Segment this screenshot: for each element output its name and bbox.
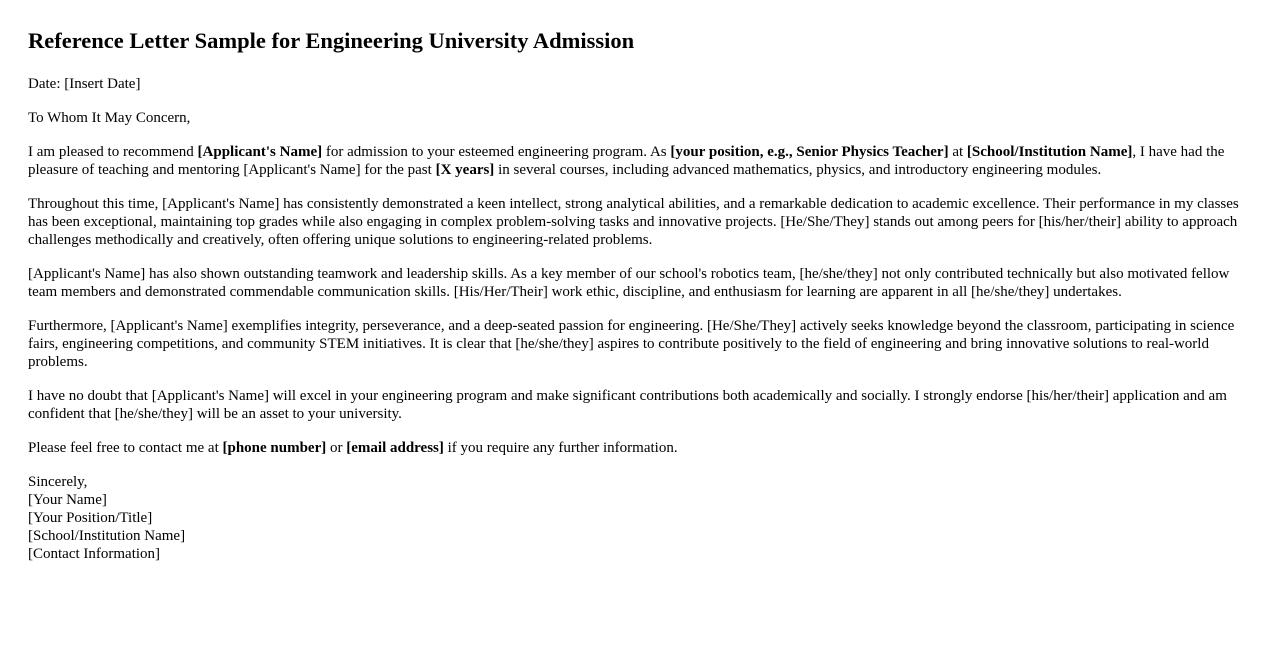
bold-years: [X years] <box>435 162 495 178</box>
date-line: Date: [Insert Date] <box>28 76 141 92</box>
bold-position: [your position, e.g., Senior Physics Teacher] <box>670 144 949 160</box>
text-segment: , I have had the pleasure of teaching and mentoring [Applicant's Name] for the past <box>28 144 1225 178</box>
bold-applicant-name: [Applicant's Name] <box>197 144 323 160</box>
signature-position: [Your Position/Title] <box>28 510 153 526</box>
text-segment: if you require any further information. <box>443 440 678 456</box>
signature-institution: [School/Institution Name] <box>28 528 186 544</box>
paragraph-contact <box>28 439 1250 457</box>
text-segment: for admission to your esteemed engineering program. As <box>322 144 671 160</box>
signature-name: [Your Name] <box>28 492 107 508</box>
paragraph-endorsement: I have no doubt that [Applicant's Name] will excel in your engineering program and make significant contributions both academically and socially. I strongly endorse [his/her/their] application and am confident that [he/she/they] will be an asset to your university. <box>28 388 1227 422</box>
paragraph-teamwork: [Applicant's Name] has also shown outstanding teamwork and leadership skills. As a key member of our school's robotics team, [he/she/they] not only contributed technically but also motivated fellow team members and demonstrated commendable communication skills. [His/Her/Their] work ethic, discipline, and enthusiasm for learning are apparent in all [he/she/they] undertakes. <box>28 266 1230 300</box>
text-segment: Please feel free to contact me at <box>28 440 223 456</box>
text-segment: or <box>326 440 347 456</box>
signature-contact: [Contact Information] <box>28 546 161 562</box>
salutation: To Whom It May Concern, <box>28 110 191 126</box>
text-segment: in several courses, including advanced mathematics, physics, and introductory engineering modules. <box>494 162 1102 178</box>
bold-phone-number: [phone number] <box>222 440 327 456</box>
signature-closing: Sincerely, <box>28 474 88 490</box>
bold-email-address: [email address] <box>346 440 444 456</box>
signature-block <box>28 473 1250 563</box>
paragraph-academics: Throughout this time, [Applicant's Name] has consistently demonstrated a keen intellect, strong analytical abilities, and a remarkable dedication to academic excellence. Their performance in my classes has been exceptional, maintaining top grades while also engaging in complex problem-solving tasks and innovative projects. [He/She/They] stands out among peers for [his/her/their] ability to approach challenges methodically and creatively, often offering unique solutions to engineering-related problems. <box>28 196 1239 248</box>
text-segment: at <box>948 144 967 160</box>
bold-institution: [School/Institution Name] <box>966 144 1133 160</box>
text-segment: I am pleased to recommend <box>28 144 198 160</box>
paragraph-recommendation <box>28 143 1250 179</box>
page-title: Reference Letter Sample for Engineering University Admission <box>28 28 635 53</box>
paragraph-passion: Furthermore, [Applicant's Name] exemplifies integrity, perseverance, and a deep-seated passion for engineering. [He/She/They] actively seeks knowledge beyond the classroom, participating in science fairs, engineering competitions, and community STEM initiatives. It is clear that [he/she/they] aspires to contribute positively to the field of engineering and bring innovative solutions to real-world problems. <box>28 318 1235 370</box>
